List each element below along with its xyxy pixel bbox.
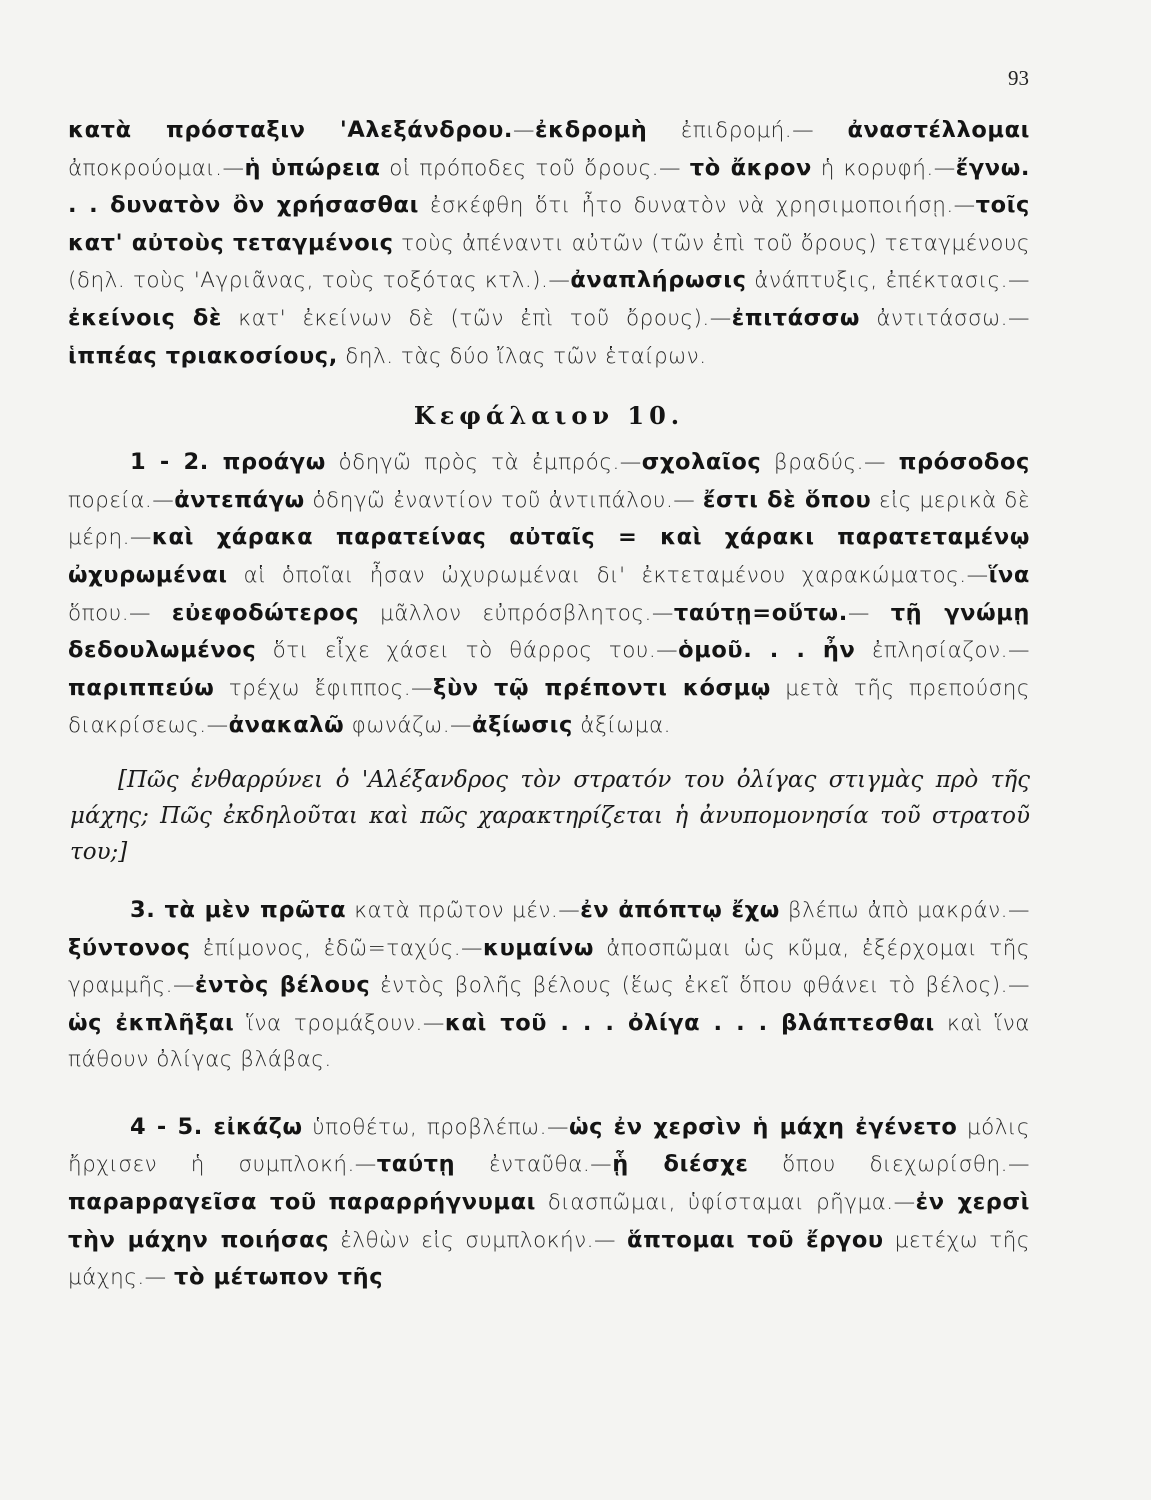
lemma: ἔστι δὲ ὅπου [702,486,872,513]
gloss: ἀνάπτυξις, ἐπέκτασις.— [746,268,1030,294]
gloss: ὁδηγῶ πρὸς τὰ ἐμπρός.— [325,450,642,476]
gloss: βλέπω ἀπὸ μακράν.— [779,897,1031,923]
lemma: καὶ χάρακα παρατείνας αὐταῖς = καὶ χάρακι παρατεταμένῳ ὠχυρωμέναι [68,524,1030,588]
lemma: ὡς ἐκπλῆξαι [68,1009,235,1036]
gloss: καὶ ἵνα πάθουν ὀλίγας βλάβας. [68,1010,1030,1073]
lemma: σχολαῖος [641,449,762,476]
lemma: ἐκείνοις δὲ [68,304,223,331]
lemma: 4 - 5. εἰκάζω [130,1113,303,1140]
lemma: ταύτῃ [376,1151,456,1178]
lemma: ὁμοῦ. . . ἦν [678,637,856,664]
lemma: ἀναστέλλομαι [847,117,1031,143]
gloss: οἱ πρόποδες τοῦ ὄρους.— [380,155,690,181]
gloss: δηλ. τὰς δύο ἴλας τῶν ἑταίρων. [337,343,707,369]
lemma: παραρρήγνυμαι [328,1189,536,1216]
lemma: κυμαίνω [483,934,595,961]
gloss: ἐλθὼν εἰς συμπλοκήν.— [329,1227,628,1253]
lemma: ἵνα [988,561,1030,588]
gloss: ἀξίωμα. [572,713,671,739]
lemma: ὡς ἐν χερσὶν ἡ μάχη ἐγένετο [568,1113,958,1140]
lemma: ἅπτομαι τοῦ ἔργου [627,1226,884,1253]
lemma: ἀντεπάγω [174,486,305,513]
lemma: ἀξίωσις [472,712,573,739]
gloss: ἀποσπῶμαι ὡς κῦμα, ἐξέρχομαι τῆς γραμμῆς.— [68,935,1030,999]
gloss: μετὰ τῆς πρεπούσης διακρίσεως.— [68,675,1031,739]
gloss: ὑποθέτω, προβλέπω.— [302,1114,569,1140]
gloss: ἵνα τρομάξουν.— [234,1010,445,1036]
gloss: αἱ ὁποῖαι ἦσαν ὠχυρωμέναι δι' ἐκτεταμένου χαρακώματος.— [227,562,989,588]
gloss: εἰς μερικὰ δὲ μέρη.— [68,487,1031,551]
lemma: ἐκδρομὴ [535,117,648,143]
glossary-paragraph-4 [68,1109,1030,1297]
gloss: κατ' ἐκείνων δὲ (τῶν ἐπὶ τοῦ ὄρους).— [222,305,732,331]
gloss: — [513,118,536,143]
gloss: διασπῶμαι, ὑφίσταμαι ρῆγμα.— [536,1190,916,1216]
lemma: ἔγνω. . . δυνατὸν ὂν χρήσασθαι [68,154,1030,219]
lemma: ξὺν τῷ πρέποντι κόσμῳ [433,674,771,701]
lemma: ἐν ἀπόπτῳ ἔχω [580,896,780,923]
lemma: παριππεύω [68,674,215,701]
gloss: ἐπλησίαζον.— [855,638,1030,664]
lemma: τῇ γνώμῃ δεδουλωμένος [68,599,1030,664]
study-question: [Πῶς ἐνθαρρύνει ὁ 'Αλέξανδρος τὸν στρατόν του ὀλίγας στιγμὰς πρὸ τῆς μάχης; Πῶς ἐκδηλοῦται καὶ πῶς χαρακτηρίζεται ἡ ἀνυπομονησία τοῦ στρατοῦ του;] [70,766,1030,865]
lemma: ἐντὸς βέλους [194,972,371,999]
gloss: ὅπου διεχωρίσθη.— [748,1152,1030,1178]
lemma: εὐεφοδώτερος [171,599,360,626]
lemma: 1 - 2. προάγω [130,449,326,476]
gloss: ἀποκρούομαι.— [68,155,245,181]
chapter-heading: Κεφάλαιον 10. [413,401,685,431]
gloss: ἐπιδρομή.— [647,118,848,143]
gloss: ἐντὸς βολῆς βέλους (ἕως ἐκεῖ ὅπου φθάνει τὸ βέλος).— [370,973,1030,999]
lemma: ἀναπλήρωσις [570,267,747,294]
lemma: ᾗ διέσχε [612,1151,749,1178]
gloss: ὁδηγῶ ἐναντίον τοῦ ἀντιπάλου.— [304,487,703,513]
glossary-paragraph-2 [68,444,1030,745]
lemma: πρόσοδος [898,449,1030,476]
gloss: πορεία.— [68,487,175,513]
gloss: μᾶλλον εὐπρόσβλητος.— [359,600,674,626]
lemma: τὸ μέτωπον τῆς [174,1264,384,1291]
lemma: ἀνακαλῶ [228,712,345,739]
gloss: ἐσκέφθη ὅτι ἦτο δυνατὸν νὰ χρησιμοποιήσῃ.— [418,193,976,219]
lemma: ταύτῃ=οὕτω. [673,599,848,626]
lemma: ξύντονος [68,934,191,961]
glossary-paragraph-3 [68,892,1030,1079]
gloss: τοὺς ἀπέναντι αὐτῶν (τῶν ἐπὶ τοῦ ὄρους) τεταγμένους (δηλ. τοὺς 'Αγριᾶνας, τοὺς τοξότας κτλ.).— [68,230,1030,294]
gloss: βραδύς.— [761,450,899,476]
lemma: τὸ ἄκρον [689,154,812,181]
gloss: ἀντιτάσσω.— [860,305,1030,331]
gloss: τρέχω ἔφιππος.— [214,675,434,701]
lemma: τοῖς κατ' αὐτοὺς τεταγμένοις [68,192,1030,256]
lemma: ἐπιτάσσω [731,304,861,331]
lemma: ἡ ὑπώρεια [244,154,381,181]
lemma: καὶ τοῦ . . . ὀλίγα . . . βλάπτεσθαι [444,1009,935,1036]
lemma: ἱππέας τριακοσίους, [68,342,338,369]
page-content [68,112,1030,1297]
lemma: παρарραγεῖσα τοῦ [68,1189,317,1216]
gloss: μετέχω τῆς μάχης.— [68,1227,1030,1291]
gloss: — [847,600,891,626]
gloss: ἡ κορυφή.— [811,155,956,181]
lemma: ἐν χερσὶ τὴν μάχην ποιήσας [68,1189,1031,1253]
gloss: φωνάζω.— [344,713,473,739]
gloss [317,1190,329,1215]
gloss: ὅπου.— [68,600,172,626]
lemma: 3. τὰ μὲν πρῶτα [130,896,347,923]
gloss: ἐπίμονος, ἐδῶ=ταχύς.— [190,935,484,961]
gloss: κατὰ πρῶτον μέν.— [346,897,581,923]
glossary-paragraph-1 [68,112,1030,375]
gloss: μόλις ἤρχισεν ἡ συμπλοκή.— [68,1114,1030,1178]
gloss: ὅτι εἶχε χάσει τὸ θάρρος του.— [256,638,679,664]
page-number: 93 [1008,66,1029,90]
lemma: κατὰ πρόσταξιν 'Αλεξάνδρου. [68,117,514,143]
gloss: ἐνταῦθα.— [455,1152,613,1178]
